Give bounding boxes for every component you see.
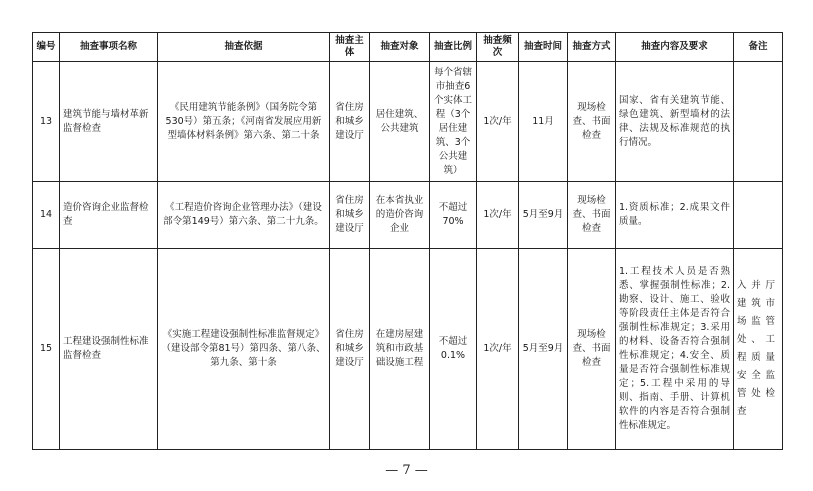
cell-id: 15: [33, 249, 60, 450]
cell-subject: 省住房和城乡建设厅: [330, 249, 370, 450]
cell-remark: [734, 182, 783, 249]
cell-frequency: 1次/年: [477, 62, 519, 182]
header-time: 抽查时间: [519, 33, 568, 62]
cell-frequency: 1次/年: [477, 249, 519, 450]
cell-ratio: 不超过0.1%: [430, 249, 477, 450]
cell-frequency: 1次/年: [477, 182, 519, 249]
cell-content: 1.资质标准；2.成果文件质量。: [616, 182, 734, 249]
cell-ratio: 不超过70%: [430, 182, 477, 249]
cell-content: 国家、省有关建筑节能、绿色建筑、新型墙材的法律、法规及标准规范的执行情况。: [616, 62, 734, 182]
header-row: [33, 33, 783, 62]
header-frequency: 抽查频次: [477, 33, 519, 62]
cell-basis: 《民用建筑节能条例》（国务院令第530号）第五条；《河南省发展应用新型墙体材料条例》第六条、第二十条: [158, 62, 330, 182]
cell-basis: 《实施工程建设强制性标准监督规定》（建设部令第81号）第四条、第八条、第九条、第十条: [158, 249, 330, 450]
table-row: [33, 182, 783, 249]
header-basis: 抽查依据: [158, 33, 330, 62]
cell-target: 在本省执业的造价咨询企业: [370, 182, 430, 249]
cell-content: 1.工程技术人员是否熟悉、掌握强制性标准；2.勘察、设计、施工、验收等阶段责任主体是否符合强制性标准规定；3.采用的材料、设备否符合强制性标准规定；4.安全、质量是否符合强制性标准规定；5.工程中采用的导则、指南、手册、计算机软件的内容是否符合强制性标准规定。: [616, 249, 734, 450]
header-target: 抽查对象: [370, 33, 430, 62]
cell-method: 现场检查、书面检查: [568, 62, 616, 182]
page-number: — 7 —: [385, 463, 428, 478]
cell-method: 现场检查、书面检查: [568, 249, 616, 450]
cell-name: 工程建设强制性标准监督检查: [60, 249, 158, 450]
inspection-table: [32, 32, 783, 450]
cell-time: 5月至9月: [519, 182, 568, 249]
cell-subject: 省住房和城乡建设厅: [330, 182, 370, 249]
cell-remark: 入并厅建筑市场监管处、工程质量安全监管处检查: [734, 249, 783, 450]
cell-id: 14: [33, 182, 60, 249]
cell-name: 建筑节能与墙材革新监督检查: [60, 62, 158, 182]
header-content: 抽查内容及要求: [616, 33, 734, 62]
header-subject: 抽查主体: [330, 33, 370, 62]
header-remark: 备注: [734, 33, 783, 62]
cell-id: 13: [33, 62, 60, 182]
header-id: 编号: [33, 33, 60, 62]
cell-subject: 省住房和城乡建设厅: [330, 62, 370, 182]
cell-time: 5月至9月: [519, 249, 568, 450]
table-row: [33, 249, 783, 450]
table-row: [33, 62, 783, 182]
header-name: 抽查事项名称: [60, 33, 158, 62]
header-method: 抽查方式: [568, 33, 616, 62]
cell-remark: [734, 62, 783, 182]
cell-name: 造价咨询企业监督检查: [60, 182, 158, 249]
cell-method: 现场检查、书面检查: [568, 182, 616, 249]
header-ratio: 抽查比例: [430, 33, 477, 62]
cell-time: 11月: [519, 62, 568, 182]
cell-target: 在建房屋建筑和市政基础设施工程: [370, 249, 430, 450]
cell-basis: 《工程造价咨询企业管理办法》（建设部令第149号）第六条、第二十九条。: [158, 182, 330, 249]
cell-ratio: 每个省辖市抽查6个实体工程（3个居住建筑、3个公共建筑）: [430, 62, 477, 182]
cell-target: 居住建筑、公共建筑: [370, 62, 430, 182]
